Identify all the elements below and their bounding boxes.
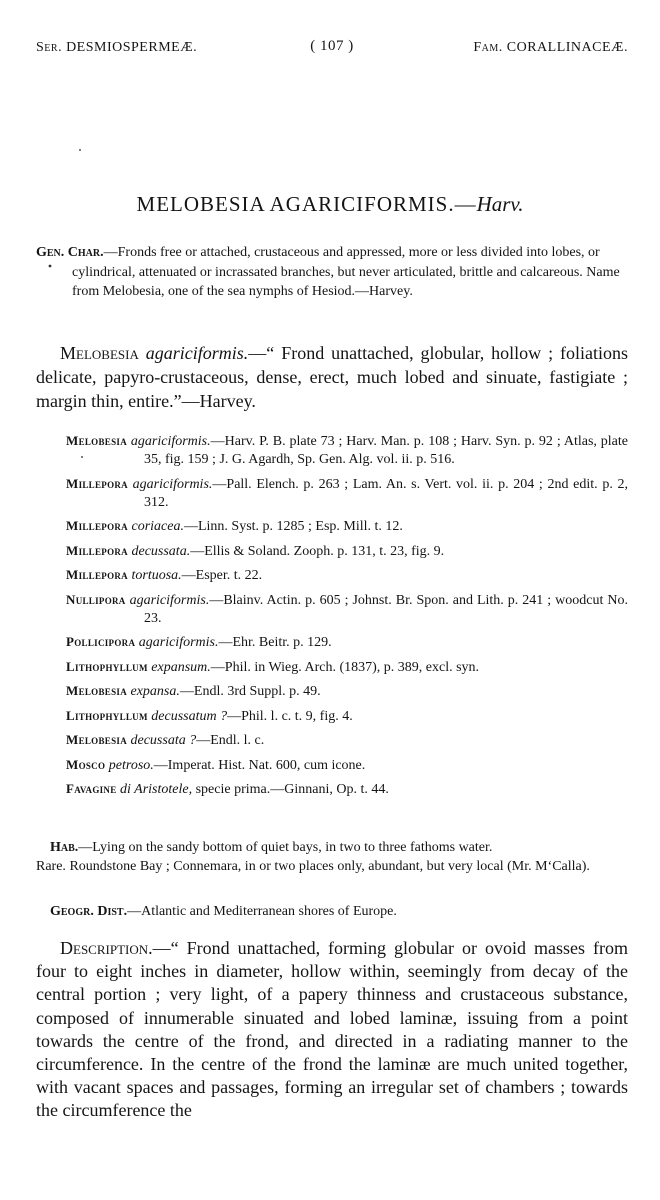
habitat-locality: Roundstone Bay ; Connemara, in or two places only, abundant, but very local (Mr. M‘Calla). [65,858,590,874]
generic-character-label: Gen. Char. [36,245,104,260]
synonym-reference: —Esper. t. 22. [181,568,263,583]
synonym-reference: —Phil. l. c. t. 9, fig. 4. [227,708,353,724]
synonym-reference: —Ehr. Beitr. p. 129. [218,635,332,650]
running-head-series: Ser. DESMIOSPERMEÆ. [36,40,198,55]
synonym-reference: —Phil. in Wieg. Arch. (1837), p. 389, excl. syn. [210,659,480,675]
ink-speck [79,149,81,151]
generic-character-text: —Fronds free or attached, crustaceous and appressed, more or less divided into lobes, or cylindrical, attenuated or incrassated branches, but never articulated, brittle and calcareous. Name from Melobesia, one of the sea nymphs of Hesiod.—Harvey. [72,245,620,299]
synonym-species: expansa. [130,684,180,699]
running-head-family: Fam. CORALLINACEÆ. [473,40,628,55]
synonym-genus: Melobesia [66,683,127,698]
synonym-reference: —Linn. Syst. p. 1285 ; Esp. Mill. t. 12. [183,519,403,534]
description-text: —“ Frond unattached, forming globular or ovoid masses from four to eight inches in diameter, hollow within, seemingly from decay of the central portion ; very light, of a papery thinness and crustaceous substance, composed of innumerable sinuated and lobed laminæ, issuing from a point towards the centre of the frond, and directed in a radiating manner to the circumference. In the centre of the frond the laminæ are much united together, with vacant spaces and passages, forming an irregular set of chambers ; towards the circumference the [36,938,628,1121]
synonym-genus: Lithophyllum [66,658,148,674]
habitat-label: Hab. [50,840,79,855]
synonym-genus: Favagine [66,781,117,796]
synonym-reference: —Imperat. Hist. Nat. 600, cum icone. [153,757,366,773]
synonym-genus: Melobesia [66,732,127,747]
synonym-genus: Millepora [66,475,128,491]
species-definition-epithet: agariciformis. [145,343,249,363]
synonym-species: agariciformis. [132,476,213,492]
synonym-genus: Mosco [66,756,106,772]
synonym-genus: Millepora [66,518,128,533]
synonym-genus: Pollicipora [66,634,136,649]
species-title-authority: Harv. [476,192,524,216]
synonym-genus: Millepora [66,567,128,582]
synonym-species: coriacea. [131,519,184,534]
synonym-species: di Aristotele, [120,782,193,797]
synonym-reference: —Pall. Elench. p. 263 ; Lam. An. s. Vert. vol. ii. p. 204 ; 2nd edit. p. 2, 312. [144,476,629,510]
synonym-reference: —Endl. l. c. [196,733,265,748]
species-definition-text: —“ Frond unattached, globular, hollow ; foliations delicate, papyro-crustaceous, dense, erect, much lobed and sinuate, fastigiate ; margin thin, entire.”—Harvey. [36,343,628,411]
synonym-reference: specie prima.—Ginnani, Op. t. 44. [192,782,389,797]
synonym-species: decussatum ? [151,708,228,724]
synonym-species: tortuosa. [131,568,182,583]
synonym-species: petroso. [108,757,154,773]
species-definition-genus: Melobesia [60,343,139,363]
synonym-species: agariciformis. [130,434,211,449]
synonym-reference: —Harv. P. B. plate 73 ; Harv. Man. p. 108 ; Harv. Syn. p. 92 ; Atlas, plate 35, fig. 159 ; J. G. Agardh, Sp. Gen. Alg. vol. ii. p. 516. [144,434,628,467]
habitat-rarity: Rare. [36,858,66,874]
synonym-species: agariciformis. [129,592,210,608]
habitat-text: —Lying on the sandy bottom of quiet bays, in two to three fathoms water. [78,840,493,855]
synonym-species: decussata. [131,543,191,559]
geographic-distribution-label: Geogr. Dist. [50,904,128,919]
synonym-reference: —Ellis & Soland. Zooph. p. 131, t. 23, fig. 9. [190,543,445,559]
geographic-distribution-text: —Atlantic and Mediterranean shores of Europe. [127,904,397,919]
ink-speck [81,456,83,458]
ink-speck [49,265,52,268]
synonym-reference: —Blainv. Actin. p. 605 ; Johnst. Br. Spon. and Lith. p. 241 ; woodcut No. 23. [144,592,629,626]
page-number: ( 107 ) [310,38,354,54]
synonym-genus: Nullipora [66,591,126,607]
synonym-species: expansum. [151,659,211,675]
synonym-species: agariciformis. [138,635,219,650]
synonym-genus: Millepora [66,542,128,558]
synonym-genus: Melobesia [66,433,127,448]
synonym-species: decussata ? [130,733,197,748]
synonym-genus: Lithophyllum [66,707,148,723]
description-label: Description. [60,938,153,958]
synonym-reference: —Endl. 3rd Suppl. p. 49. [179,684,321,699]
species-title-name: MELOBESIA AGARICIFORMIS.— [136,192,477,216]
